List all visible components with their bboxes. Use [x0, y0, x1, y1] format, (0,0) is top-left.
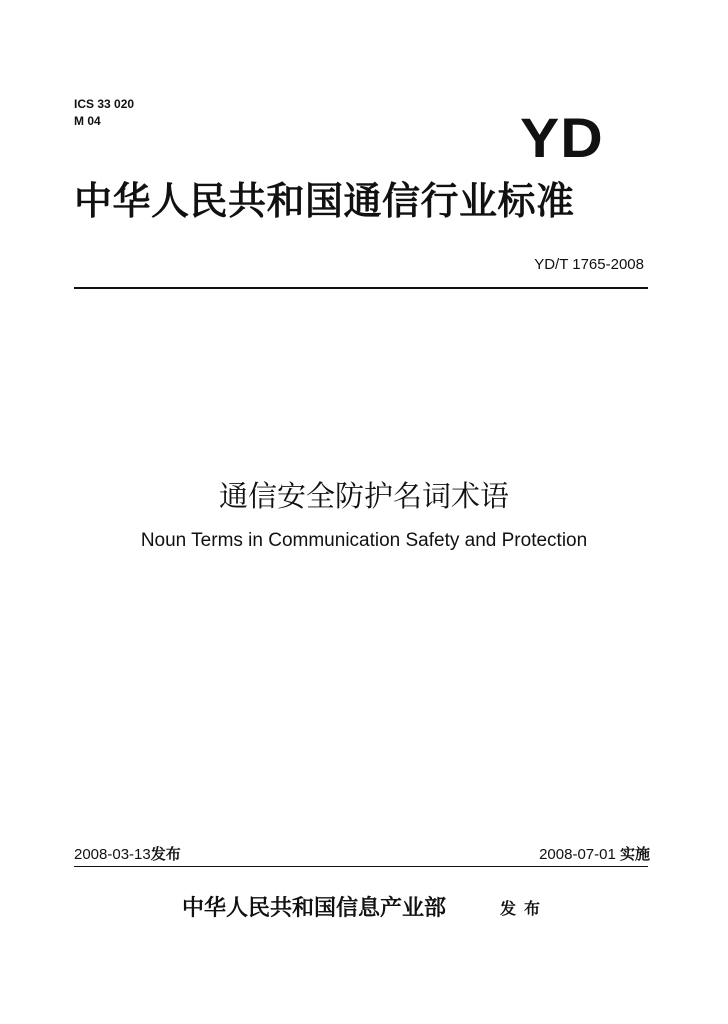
- publisher-name: 中华人民共和国信息产业部: [182, 895, 447, 921]
- standard-number: YD/T 1765-2008: [534, 256, 644, 273]
- ics-code: ICS 33 020: [74, 97, 135, 111]
- effective-date: 2008-07-01: [539, 846, 616, 863]
- document-title-chinese: 通信安全防护名词术语: [218, 479, 509, 513]
- yd-logo: YD: [520, 106, 604, 169]
- effective-label: 实施: [619, 845, 650, 863]
- classification-codes: [74, 96, 134, 130]
- header-divider: [74, 287, 648, 289]
- issue-label: 发布: [150, 845, 181, 863]
- publish-label: 发布: [500, 899, 549, 918]
- document-title-english: Noun Terms in Communication Safety and Protection: [140, 530, 588, 551]
- footer-divider: [74, 866, 648, 867]
- effective-date-line: [539, 843, 650, 864]
- issue-date-line: [74, 843, 181, 864]
- industry-standard-title: 中华人民共和国通信行业标准: [74, 179, 575, 223]
- issue-date: 2008-03-13: [74, 846, 151, 863]
- category-code: M 04: [74, 114, 101, 128]
